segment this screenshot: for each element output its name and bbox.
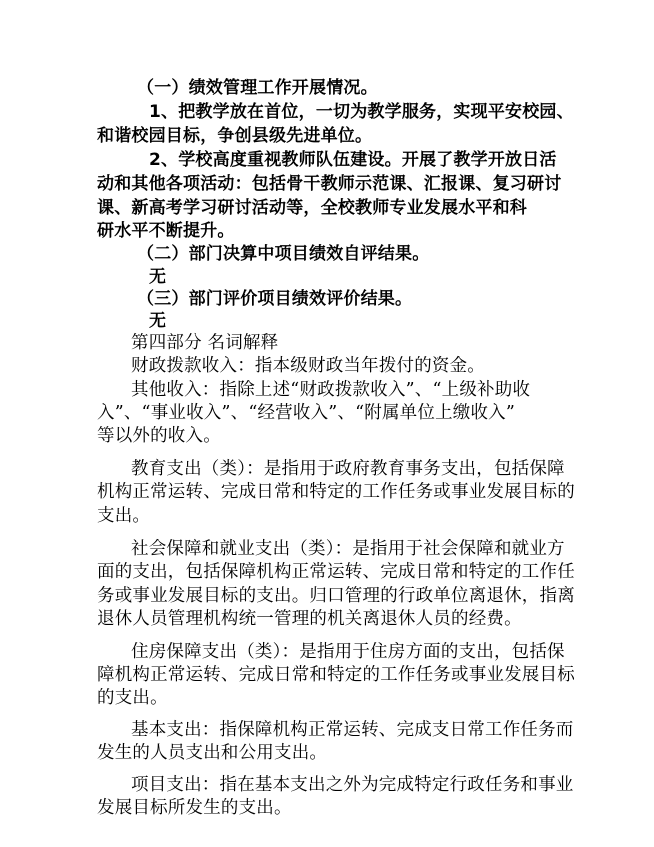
- project-expenditure-line2: 发展目标所发生的支出。: [97, 798, 292, 818]
- section1-item1-line2: 和谐校园目标，争创县级先进单位。: [97, 126, 373, 146]
- fiscal-income-definition: 财政拨款收入：指本级财政当年拨付的资金。: [131, 356, 485, 376]
- education-line3: 支出。: [97, 506, 151, 526]
- basic-expenditure-line1: 基本支出：指保障机构正常运转、完成支日常工作任务而: [131, 720, 574, 740]
- section1-item1-line1: 1、把教学放在首位，一切为教学服务，实现平安校园、: [149, 102, 574, 122]
- housing-line3: 的支出。: [97, 688, 168, 708]
- section3-content: 无: [149, 311, 167, 331]
- other-income-line1: 其他收入：指除上述“财政拨款收入”、“上级补助收: [131, 380, 531, 400]
- social-line1: 社会保障和就业支出（类）：是指用于社会保障和就业方: [131, 539, 565, 559]
- other-income-line3: 等以外的收入。: [97, 426, 221, 446]
- other-income-line2: 入”、“事业收入”、“经营收入”、“附属单位上缴收入”: [97, 403, 516, 423]
- section1-item2-line1: 2、学校高度重视教师队伍建设。开展了教学开放日活: [149, 150, 557, 170]
- social-line4: 退休人员管理机构统一管理的机关离退休人员的经费。: [97, 609, 522, 629]
- section1-item2-line3: 课、新高考学习研讨活动等，全校教师专业发展水平和科: [97, 198, 527, 218]
- section1-item2-line4: 研水平不断提升。: [97, 221, 235, 241]
- part4-heading: 第四部分 名词解释: [131, 333, 279, 353]
- section1-item2-line2: 动和其他各项活动：包括骨干教师示范课、汇报课、复习研讨: [97, 174, 562, 194]
- section3-heading: （三）部门评价项目绩效评价结果。: [137, 289, 413, 309]
- education-line2: 机构正常运转、完成日常和特定的工作任务或事业发展目标的: [97, 482, 575, 502]
- education-line1: 教育支出（类）：是指用于政府教育事务支出，包括保障: [131, 459, 565, 479]
- section2-content: 无: [149, 267, 167, 287]
- housing-line1: 住房保障支出（类）：是指用于住房方面的支出，包括保: [131, 642, 565, 662]
- housing-line2: 障机构正常运转、完成日常和特定的工作任务或事业发展目标: [97, 665, 575, 685]
- section2-heading: （二）部门决算中项目绩效自评结果。: [137, 244, 430, 264]
- project-expenditure-line1: 项目支出：指在基本支出之外为完成特定行政任务和事业: [131, 775, 574, 795]
- section1-heading: （一）绩效管理工作开展情况。: [137, 78, 378, 98]
- social-line3: 务或事业发展目标的支出。归口管理的行政单位离退休，指离: [97, 586, 575, 606]
- social-line2: 面的支出，包括保障机构正常运转、完成日常和特定的工作任: [97, 562, 575, 582]
- basic-expenditure-line2: 发生的人员支出和公用支出。: [97, 743, 328, 763]
